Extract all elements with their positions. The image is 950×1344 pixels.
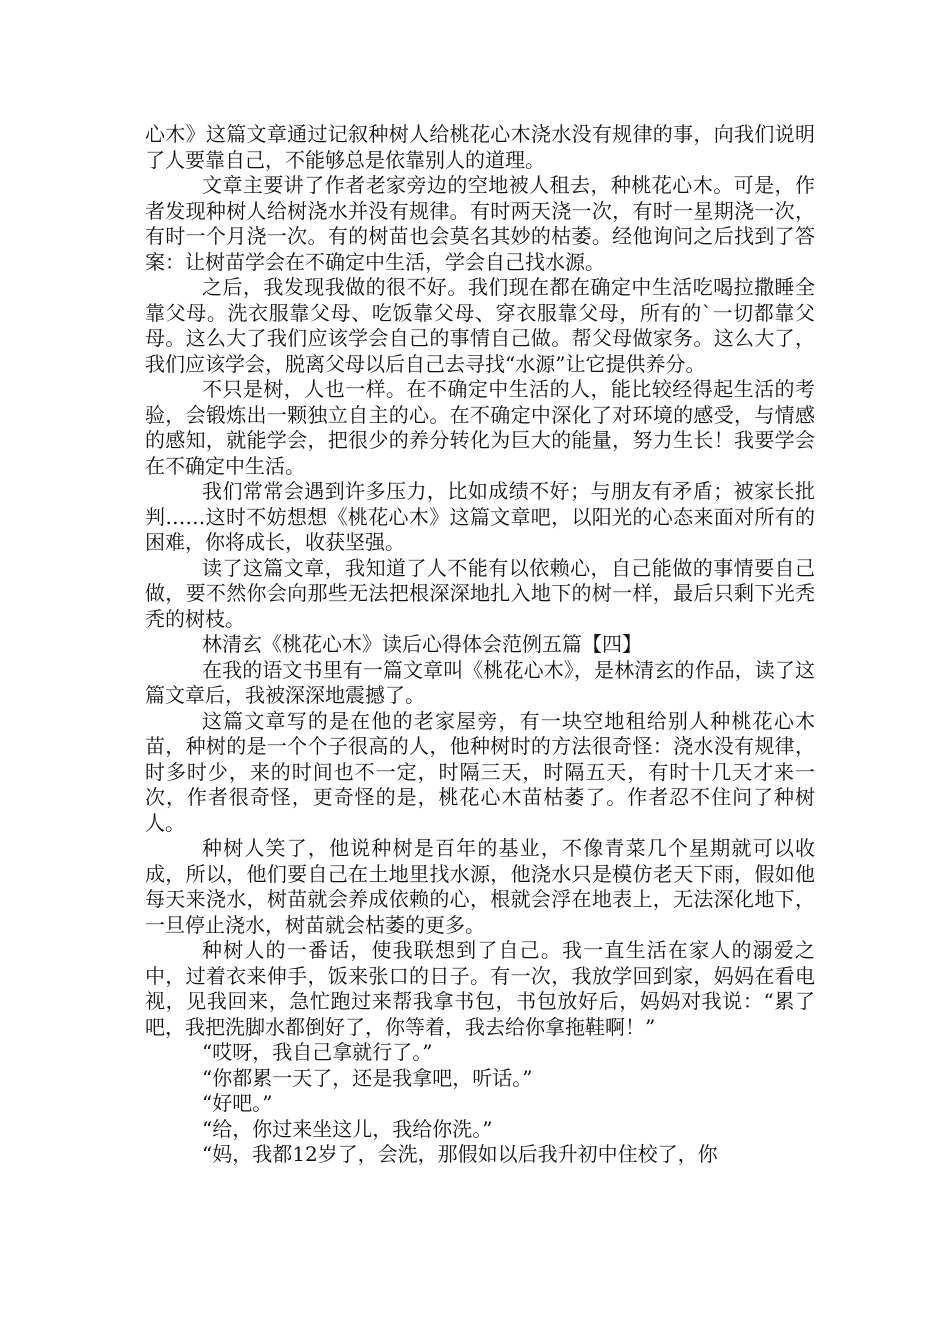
dialogue-line-4: “给，你过来坐这儿，我给你洗。” — [202, 1116, 493, 1141]
paragraph-11: 种树人的一番话，使我联想到了自己。我一直生活在家人的溺爱之中，过着衣来伸手，饭来张口的日子。有一次，我放学回到家，妈妈在看电视，见我回来，急忙跑过来帮我拿书包，书包放好后，妈妈对我说：“累了吧，我把洗脚水都倒好了，你等着，我去给你拿拖鞋啊！” — [145, 938, 815, 1039]
section-heading: 林清玄《桃花心木》读后心得体会范例五篇【四】 — [202, 632, 642, 656]
document-body — [145, 122, 815, 1168]
paragraph-2: 文章主要讲了作者老家旁边的空地被人租去，种桃花心木。可是，作者发现种树人给树浇水并没有规律。有时两天浇一次，有时一星期浇一次，有时一个月浇一次。有的树苗也会莫名其妙的枯萎。经他询问之后找到了答案：让树苗学会在不确定中生活，学会自己找水源。 — [145, 173, 815, 274]
dialogue-line-1: “哎呀，我自己拿就行了。” — [202, 1040, 433, 1064]
paragraph-5: 我们常常会遇到许多压力，比如成绩不好；与朋友有矛盾；被家长批判……这时不妨想想《桃花心木》这篇文章吧，以阳光的心态来面对所有的困难，你将成长，收获坚强。 — [145, 479, 815, 554]
dialogue-line-2: “你都累一天了，还是我拿吧，听话。” — [202, 1065, 533, 1090]
dialogue-line-5: “妈，我都12岁了，会洗，那假如以后我升初中住校了，你 — [202, 1142, 718, 1166]
paragraph-3: 之后，我发现我做的很不好。我们现在都在确定中生活吃喝拉撒睡全靠父母。洗衣服靠父母、吃饭靠父母、穿衣服靠父母，所有的`一切都靠父母。这么大了我们应该学会自己的事情自己做。帮父母做家务。这么大了，我们应该学会，脱离父母以后自己去寻找“水源”让它提供养分。 — [145, 275, 815, 376]
dialogue-line-3: “好吧。” — [202, 1091, 273, 1115]
paragraph-1: 心木》这篇文章通过记叙种树人给桃花心木浇水没有规律的事，向我们说明了人要靠自己，不能够总是依靠别人的道理。 — [145, 122, 815, 172]
paragraph-9: 这篇文章写的是在他的老家屋旁，有一块空地租给别人种桃花心木苗，种树的是一个个子很高的人，他种树时的方法很奇怪：浇水没有规律，时多时少，来的时间也不一定，时隔三天，时隔五天，有时十几天才来一次，作者很奇怪，更奇怪的是，桃花心木苗枯萎了。作者忍不住问了种树人。 — [145, 708, 815, 835]
paragraph-6: 读了这篇文章，我知道了人不能有以依赖心，自己能做的事情要自己做，要不然你会向那些无法把根深深地扎入地下的树一样，最后只剩下光秃秃的树枝。 — [145, 555, 815, 631]
paragraph-10: 种树人笑了，他说种树是百年的基业，不像青菜几个星期就可以收成，所以，他们要自己在土地里找水源，他浇水只是模仿老天下雨，假如他每天来浇水，树苗就会养成依赖的心，根就会浮在地表上，无法深化地下，一旦停止浇水，树苗就会枯萎的更多。 — [145, 836, 815, 937]
paragraph-8: 在我的语文书里有一篇文章叫《桃花心木》，是林清玄的作品，读了这篇文章后，我被深深地震撼了。 — [145, 657, 815, 707]
paragraph-4: 不只是树，人也一样。在不确定中生活的人，能比较经得起生活的考验，会锻炼出一颗独立自主的心。在不确定中深化了对环境的感受，与情感的感知，就能学会，把很少的养分转化为巨大的能量，努力生长！我要学会在不确定中生活。 — [145, 377, 815, 478]
